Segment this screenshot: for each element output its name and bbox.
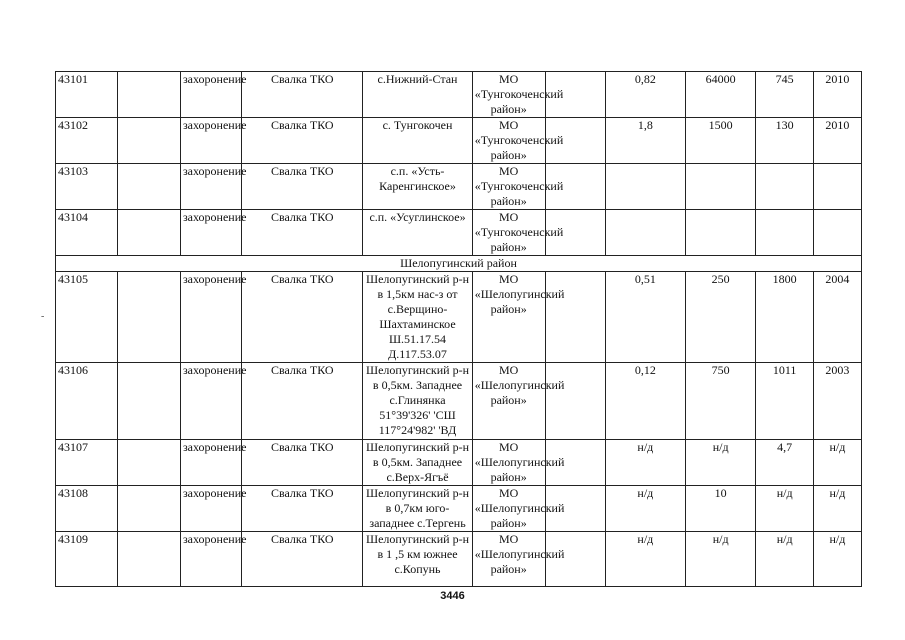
cell-year: 2004	[813, 272, 861, 363]
cell-owner: МО «Шелопугинский район»	[472, 486, 545, 532]
cell-empty	[118, 363, 180, 440]
cell-location: с. Тунгокочен	[363, 118, 473, 164]
cell-code: 43102	[56, 118, 118, 164]
cell-location: Шелопугинский р-н в 0,7км юго-западнее с.Тергень	[363, 486, 473, 532]
cell-object-type: Свалка ТКО	[242, 164, 363, 210]
table-row	[56, 486, 862, 532]
cell-object-type: Свалка ТКО	[242, 486, 363, 532]
cell-operation: захоронение	[180, 486, 241, 532]
cell-empty	[118, 210, 180, 256]
cell-owner: МО «Тунгокоченский район»	[472, 72, 545, 118]
cell-owner: МО «Тунгокоченский район»	[472, 210, 545, 256]
cell-volume: н/д	[685, 532, 756, 587]
cell-location: Шелопугинский р-н в 0,5км. Западнее с.Глинянка 51°39'326' 'СШ 117°24'982' 'ВД	[363, 363, 473, 440]
cell-volume: 750	[685, 363, 756, 440]
cell-volume: 10	[685, 486, 756, 532]
cell-year: 2010	[813, 118, 861, 164]
cell-location: Шелопугинский р-н в 0,5км. Западнее с.Верх-Ягъё	[363, 440, 473, 486]
cell-object-type: Свалка ТКО	[242, 118, 363, 164]
table-row	[56, 440, 862, 486]
cell-empty	[545, 363, 605, 440]
cell-count: 130	[756, 118, 813, 164]
cell-operation: захоронение	[180, 210, 241, 256]
cell-code: 43107	[56, 440, 118, 486]
cell-code: 43104	[56, 210, 118, 256]
table-row	[56, 118, 862, 164]
cell-area: 0,12	[605, 363, 685, 440]
cell-year	[813, 210, 861, 256]
cell-empty	[118, 72, 180, 118]
cell-count: 1800	[756, 272, 813, 363]
table-row	[56, 210, 862, 256]
district-header-row	[56, 256, 862, 272]
cell-area: н/д	[605, 440, 685, 486]
cell-empty	[118, 118, 180, 164]
cell-empty	[118, 164, 180, 210]
cell-operation: захоронение	[180, 164, 241, 210]
table-row	[56, 164, 862, 210]
cell-code: 43101	[56, 72, 118, 118]
stray-mark: -	[41, 311, 45, 322]
table-section-shelopugino	[56, 272, 862, 587]
cell-location: Шелопугинский р-н в 1,5км нас-з от с.Верщино-Шахтаминское Ш.51.17.54 Д.117.53.07	[363, 272, 473, 363]
cell-volume: 1500	[685, 118, 756, 164]
cell-year	[813, 164, 861, 210]
cell-code: 43109	[56, 532, 118, 587]
cell-empty	[118, 272, 180, 363]
cell-area	[605, 210, 685, 256]
cell-operation: захоронение	[180, 363, 241, 440]
cell-area: 1,8	[605, 118, 685, 164]
cell-volume	[685, 164, 756, 210]
cell-volume: н/д	[685, 440, 756, 486]
cell-operation: захоронение	[180, 532, 241, 587]
cell-year: н/д	[813, 440, 861, 486]
table-row	[56, 272, 862, 363]
cell-object-type: Свалка ТКО	[242, 363, 363, 440]
cell-count	[756, 210, 813, 256]
cell-empty	[118, 532, 180, 587]
cell-owner: МО «Шелопугинский район»	[472, 272, 545, 363]
cell-operation: захоронение	[180, 272, 241, 363]
cell-operation: захоронение	[180, 118, 241, 164]
cell-count: 4,7	[756, 440, 813, 486]
cell-count: н/д	[756, 532, 813, 587]
table-row	[56, 532, 862, 587]
cell-code: 43103	[56, 164, 118, 210]
cell-location: с.п. «Усуглинское»	[363, 210, 473, 256]
cell-location: Шелопугинский р-н в 1 ,5 км южнее с.Копунь	[363, 532, 473, 587]
page-number: 3446	[440, 590, 465, 602]
cell-owner: МО «Шелопугинский район»	[472, 440, 545, 486]
cell-year: 2010	[813, 72, 861, 118]
cell-object-type: Свалка ТКО	[242, 440, 363, 486]
table-row	[56, 72, 862, 118]
cell-year: 2003	[813, 363, 861, 440]
cell-count: 1011	[756, 363, 813, 440]
cell-empty	[118, 486, 180, 532]
cell-object-type: Свалка ТКО	[242, 532, 363, 587]
cell-operation: захоронение	[180, 72, 241, 118]
table-section-district-header	[56, 256, 862, 272]
cell-location: с.п. «Усть-Каренгинское»	[363, 164, 473, 210]
cell-empty	[545, 272, 605, 363]
cell-year: н/д	[813, 486, 861, 532]
cell-object-type: Свалка ТКО	[242, 72, 363, 118]
cell-owner: МО «Шелопугинский район»	[472, 532, 545, 587]
cell-year: н/д	[813, 532, 861, 587]
cell-count: н/д	[756, 486, 813, 532]
table-section-tungokochen	[56, 72, 862, 256]
cell-code: 43108	[56, 486, 118, 532]
cell-volume: 250	[685, 272, 756, 363]
cell-area: 0,82	[605, 72, 685, 118]
cell-area: н/д	[605, 486, 685, 532]
cell-owner: МО «Тунгокоченский район»	[472, 118, 545, 164]
cell-area: н/д	[605, 532, 685, 587]
cell-location: с.Нижний-Стан	[363, 72, 473, 118]
cell-owner: МО «Шелопугинский район»	[472, 363, 545, 440]
cell-code: 43105	[56, 272, 118, 363]
cell-code: 43106	[56, 363, 118, 440]
landfill-registry-table	[55, 71, 862, 587]
table-row	[56, 363, 862, 440]
cell-volume: 64000	[685, 72, 756, 118]
cell-count: 745	[756, 72, 813, 118]
cell-count	[756, 164, 813, 210]
cell-volume	[685, 210, 756, 256]
cell-operation: захоронение	[180, 440, 241, 486]
cell-empty	[118, 440, 180, 486]
cell-object-type: Свалка ТКО	[242, 210, 363, 256]
district-name: Шелопугинский район	[56, 256, 862, 272]
cell-object-type: Свалка ТКО	[242, 272, 363, 363]
cell-owner: МО «Тунгокоченский район»	[472, 164, 545, 210]
cell-area	[605, 164, 685, 210]
cell-area: 0,51	[605, 272, 685, 363]
